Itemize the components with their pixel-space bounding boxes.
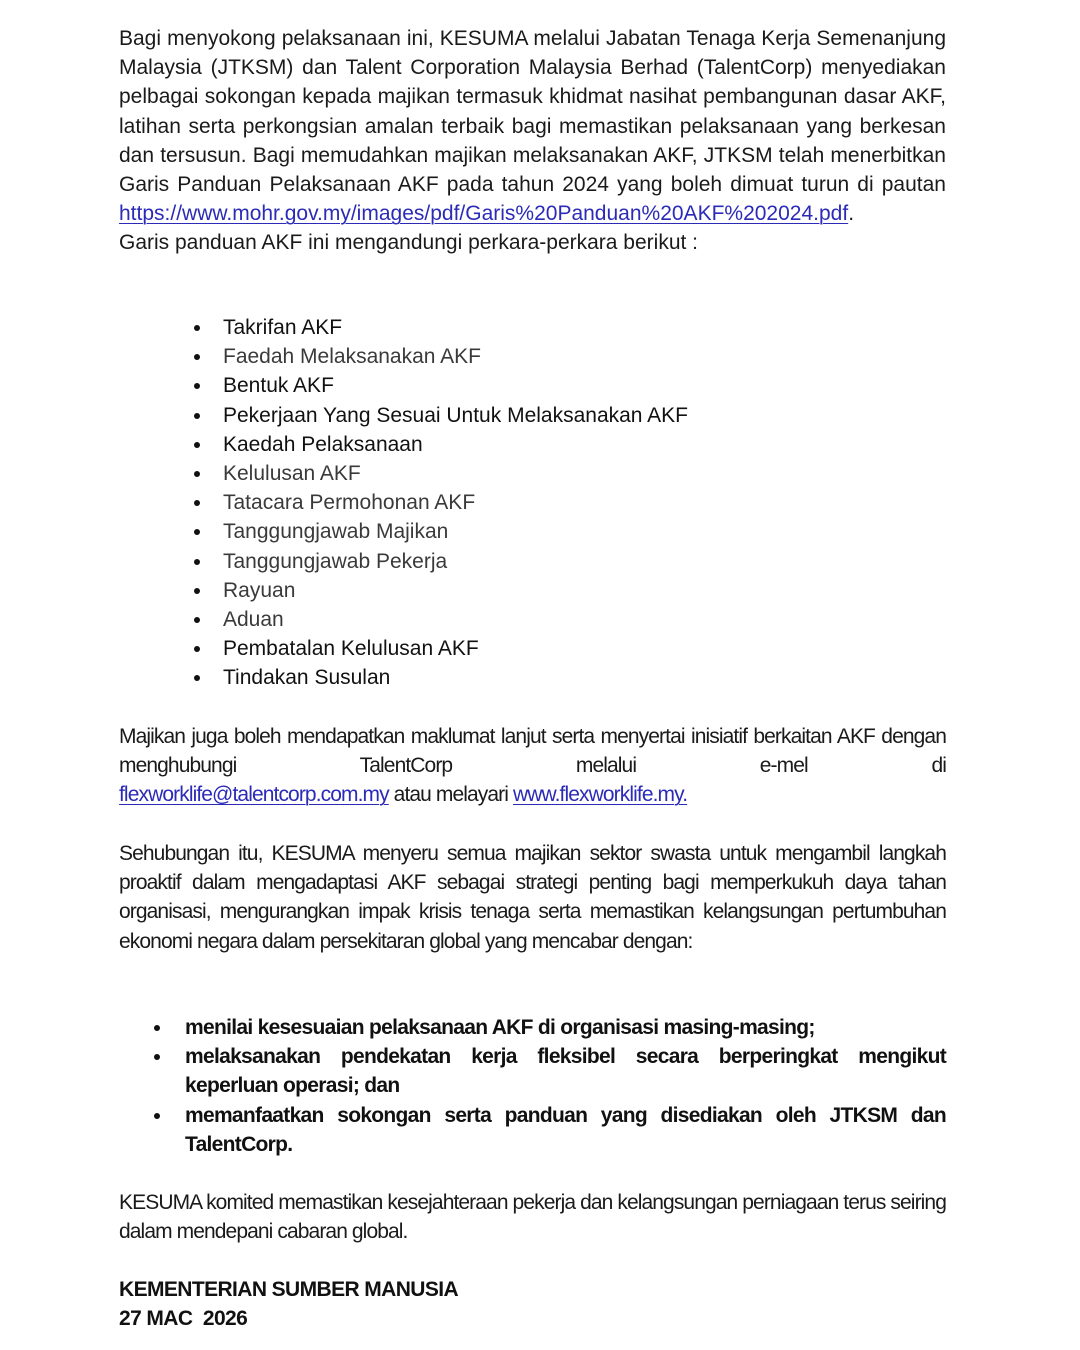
- action-items-list: [150, 1013, 946, 1159]
- statement-date: 27 MAC 2026: [119, 1307, 248, 1331]
- closing-section: [119, 1188, 946, 1246]
- email-link[interactable]: flexworklife@talentcorp.com.my: [119, 783, 389, 807]
- topic-item: [188, 459, 688, 488]
- bullet-icon: [194, 588, 200, 594]
- bullet-icon: [194, 471, 200, 477]
- intro-section: [119, 24, 946, 258]
- topic-label: Tatacara Permohonan AKF: [223, 491, 476, 515]
- action-item: [150, 1101, 946, 1159]
- bullet-icon: [154, 1025, 160, 1031]
- intro-paragraph: [119, 24, 946, 258]
- topic-label: Pembatalan Kelulusan AKF: [223, 637, 479, 661]
- topic-label: Tindakan Susulan: [223, 666, 391, 690]
- topic-item: [188, 663, 688, 692]
- topic-label: Bentuk AKF: [223, 374, 334, 398]
- topic-item: [188, 488, 688, 517]
- topic-label: Rayuan: [223, 578, 296, 602]
- topic-label: Faedah Melaksanakan AKF: [223, 345, 481, 369]
- action-item: [150, 1013, 946, 1042]
- topic-item: [188, 430, 688, 459]
- action-item: [150, 1042, 946, 1100]
- bullet-icon: [194, 500, 200, 506]
- call-to-action-section: [119, 839, 946, 956]
- topic-label: Takrifan AKF: [223, 316, 343, 339]
- bullet-icon: [154, 1054, 160, 1060]
- topic-item: [188, 342, 688, 371]
- list-intro-text: Garis panduan AKF ini mengandungi perkara-perkara berikut :: [119, 231, 698, 255]
- intro-text: Bagi menyokong pelaksanaan ini, KESUMA melalui Jabatan Tenaga Kerja Semenanjung Malaysia (JTKSM) dan Talent Corporation Malaysia Berhad (TalentCorp) menyediakan pelbagai sokongan kepada majikan termasuk khidmat nasihat pembangunan dasar AKF, latihan serta perkongsian amalan terbaik bagi memastikan pelaksanaan yang berkesan dan tersusun. Bagi memudahkan majikan melaksanakan AKF, JTKSM telah menerbitkan Garis Panduan Pelaksanaan AKF pada tahun 2024 yang boleh dimuat turun di pautan: [119, 27, 946, 197]
- website-link[interactable]: www.flexworklife.my.: [512, 783, 688, 807]
- bullet-icon: [194, 646, 200, 652]
- topic-label: Kaedah Pelaksanaan: [223, 432, 423, 456]
- topic-item: [188, 634, 688, 663]
- topic-label: Aduan: [223, 608, 284, 632]
- bullet-icon: [194, 529, 200, 535]
- action-text: memanfaatkan sokongan serta panduan yang disediakan oleh JTKSM dan TalentCorp.: [185, 1103, 946, 1156]
- contact-section: [119, 722, 946, 810]
- contact-text: Majikan juga boleh mendapatkan maklumat lanjut serta menyertai inisiatif berkaitan AKF dengan menghubungi TalentCorp melalui e-mel di: [119, 725, 946, 778]
- contact-paragraph: [119, 722, 946, 810]
- topic-label: Kelulusan AKF: [223, 462, 361, 486]
- intro-period: .: [848, 202, 855, 226]
- bullet-icon: [194, 383, 200, 389]
- topic-item: [188, 371, 688, 400]
- topic-label: Pekerjaan Yang Sesuai Untuk Melaksanakan AKF: [223, 403, 689, 427]
- call-to-action-paragraph: Sehubungan itu, KESUMA menyeru semua majikan sektor swasta untuk mengambil langkah proaktif dalam mengadaptasi AKF sebagai strategi penting bagi memperkukuh daya tahan organisasi, mengurangkan impak krisis tenaga serta memastikan kelangsungan pertumbuhan ekonomi negara dalam persekitaran global yang mencabar dengan:: [119, 842, 946, 953]
- bullet-icon: [194, 354, 200, 360]
- bullet-icon: [194, 675, 200, 681]
- topic-item: [188, 547, 688, 576]
- topic-item: [188, 576, 688, 605]
- topic-item: [188, 517, 688, 546]
- ministry-name: KEMENTERIAN SUMBER MANUSIA: [119, 1278, 459, 1301]
- topic-item: [188, 605, 688, 634]
- bullet-icon: [194, 617, 200, 623]
- action-text: menilai kesesuaian pelaksanaan AKF di organisasi masing-masing;: [185, 1016, 815, 1039]
- topic-item: [188, 401, 688, 430]
- bullet-icon: [194, 442, 200, 448]
- topic-item: [188, 313, 688, 342]
- contact-middle-text: atau melayari: [388, 783, 513, 807]
- topic-label: Tanggungjawab Pekerja: [223, 549, 448, 573]
- guideline-topics-list: [188, 313, 688, 693]
- topic-label: Tanggungjawab Majikan: [223, 520, 449, 544]
- action-text: melaksanakan pendekatan kerja fleksibel secara berperingkat mengikut keperluan operasi; dan: [185, 1045, 946, 1098]
- bullet-icon: [194, 325, 200, 331]
- bullet-icon: [194, 559, 200, 565]
- contact-links-line: [119, 780, 946, 809]
- bullet-icon: [154, 1113, 160, 1119]
- bullet-icon: [194, 413, 200, 419]
- signature-block: [119, 1275, 946, 1333]
- closing-paragraph: KESUMA komited memastikan kesejahteraan pekerja dan kelangsungan perniagaan terus seiring dalam mendepani cabaran global.: [119, 1191, 946, 1244]
- guideline-pdf-link[interactable]: https://www.mohr.gov.my/images/pdf/Garis%20Panduan%20AKF%202024.pdf: [119, 202, 849, 226]
